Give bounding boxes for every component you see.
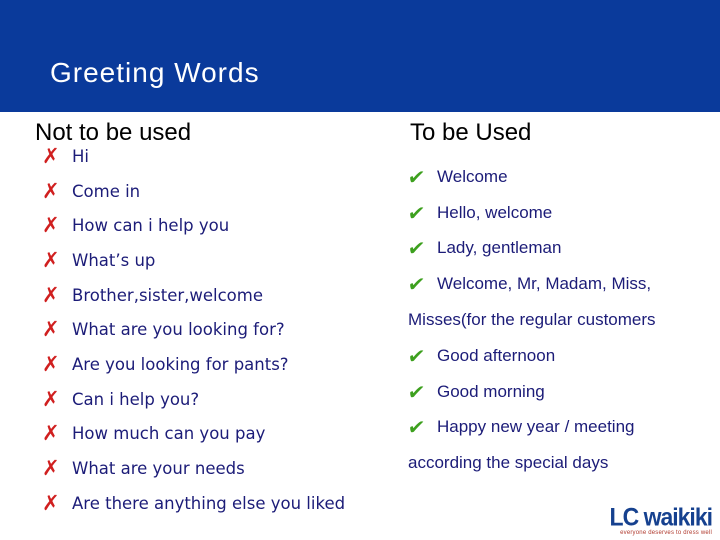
list-item-text: Come in [72,181,141,201]
list-item [408,231,713,267]
list-item [42,382,402,417]
right-column-heading: To be Used [410,119,532,146]
check-icon: ✔ [406,272,427,297]
slide-title: Greeting Words [50,57,260,88]
cross-icon: ✗ [42,178,60,203]
check-icon: ✔ [406,379,427,404]
check-icon: ✔ [406,343,427,368]
logo-wordmark: LC waikiki [609,502,712,531]
cross-icon: ✗ [42,317,60,342]
cross-icon: ✗ [42,386,60,411]
list-item [408,266,713,302]
list-item-text: Misses(for the regular customers [408,310,656,330]
list-item-continuation [408,302,713,338]
cross-icon: ✗ [42,213,60,238]
list-item [42,208,402,243]
list-item [408,374,713,410]
check-icon: ✔ [406,164,427,189]
list-item [42,243,402,278]
to-be-used-list [408,159,713,481]
list-item-text: How can i help you [72,216,230,236]
left-column-heading: Not to be used [35,119,192,146]
list-item [42,347,402,382]
list-item-text: What are you looking for? [72,320,285,340]
list-item-text: Are you looking for pants? [72,354,289,374]
list-item-text: Lady, gentleman [437,238,562,258]
cross-icon: ✗ [42,143,60,168]
check-icon: ✔ [406,236,427,261]
list-item-text: Welcome [437,166,508,186]
list-item-text: How much can you pay [72,424,266,444]
list-item [42,417,402,452]
list-item [408,410,713,446]
header-band [0,0,720,112]
list-item-continuation [408,445,713,481]
list-item [42,486,402,521]
cross-icon: ✗ [42,421,60,446]
list-item-text: What are your needs [72,459,245,479]
list-item [42,139,402,174]
lc-waikiki-logo [609,502,712,536]
list-item [408,159,713,195]
list-item [408,195,713,231]
list-item-text: according the special days [408,453,609,473]
list-item-text: Brother,sister,welcome [72,285,263,305]
cross-icon: ✗ [42,247,60,272]
cross-icon: ✗ [42,490,60,515]
check-icon: ✔ [406,200,427,225]
list-item-text: Hi [72,146,89,166]
list-item-text: Good morning [437,381,545,401]
list-item-text: Can i help you? [72,389,200,409]
check-icon: ✔ [406,415,427,440]
list-item [42,278,402,313]
list-item [42,451,402,486]
logo-tagline: everyone deserves to dress well [620,530,712,536]
cross-icon: ✗ [42,282,60,307]
list-item [42,312,402,347]
list-item-text: Good afternoon [437,345,556,365]
cross-icon: ✗ [42,351,60,376]
list-item-text: Hello, welcome [437,202,553,222]
list-item [408,338,713,374]
list-item-text: Are there anything else you liked [72,493,346,513]
cross-icon: ✗ [42,456,60,481]
list-item [42,174,402,209]
list-item-text: Welcome, Mr, Madam, Miss, [437,274,652,294]
not-to-be-used-list [42,139,402,521]
list-item-text: What’s up [72,250,156,270]
list-item-text: Happy new year / meeting [437,417,635,437]
